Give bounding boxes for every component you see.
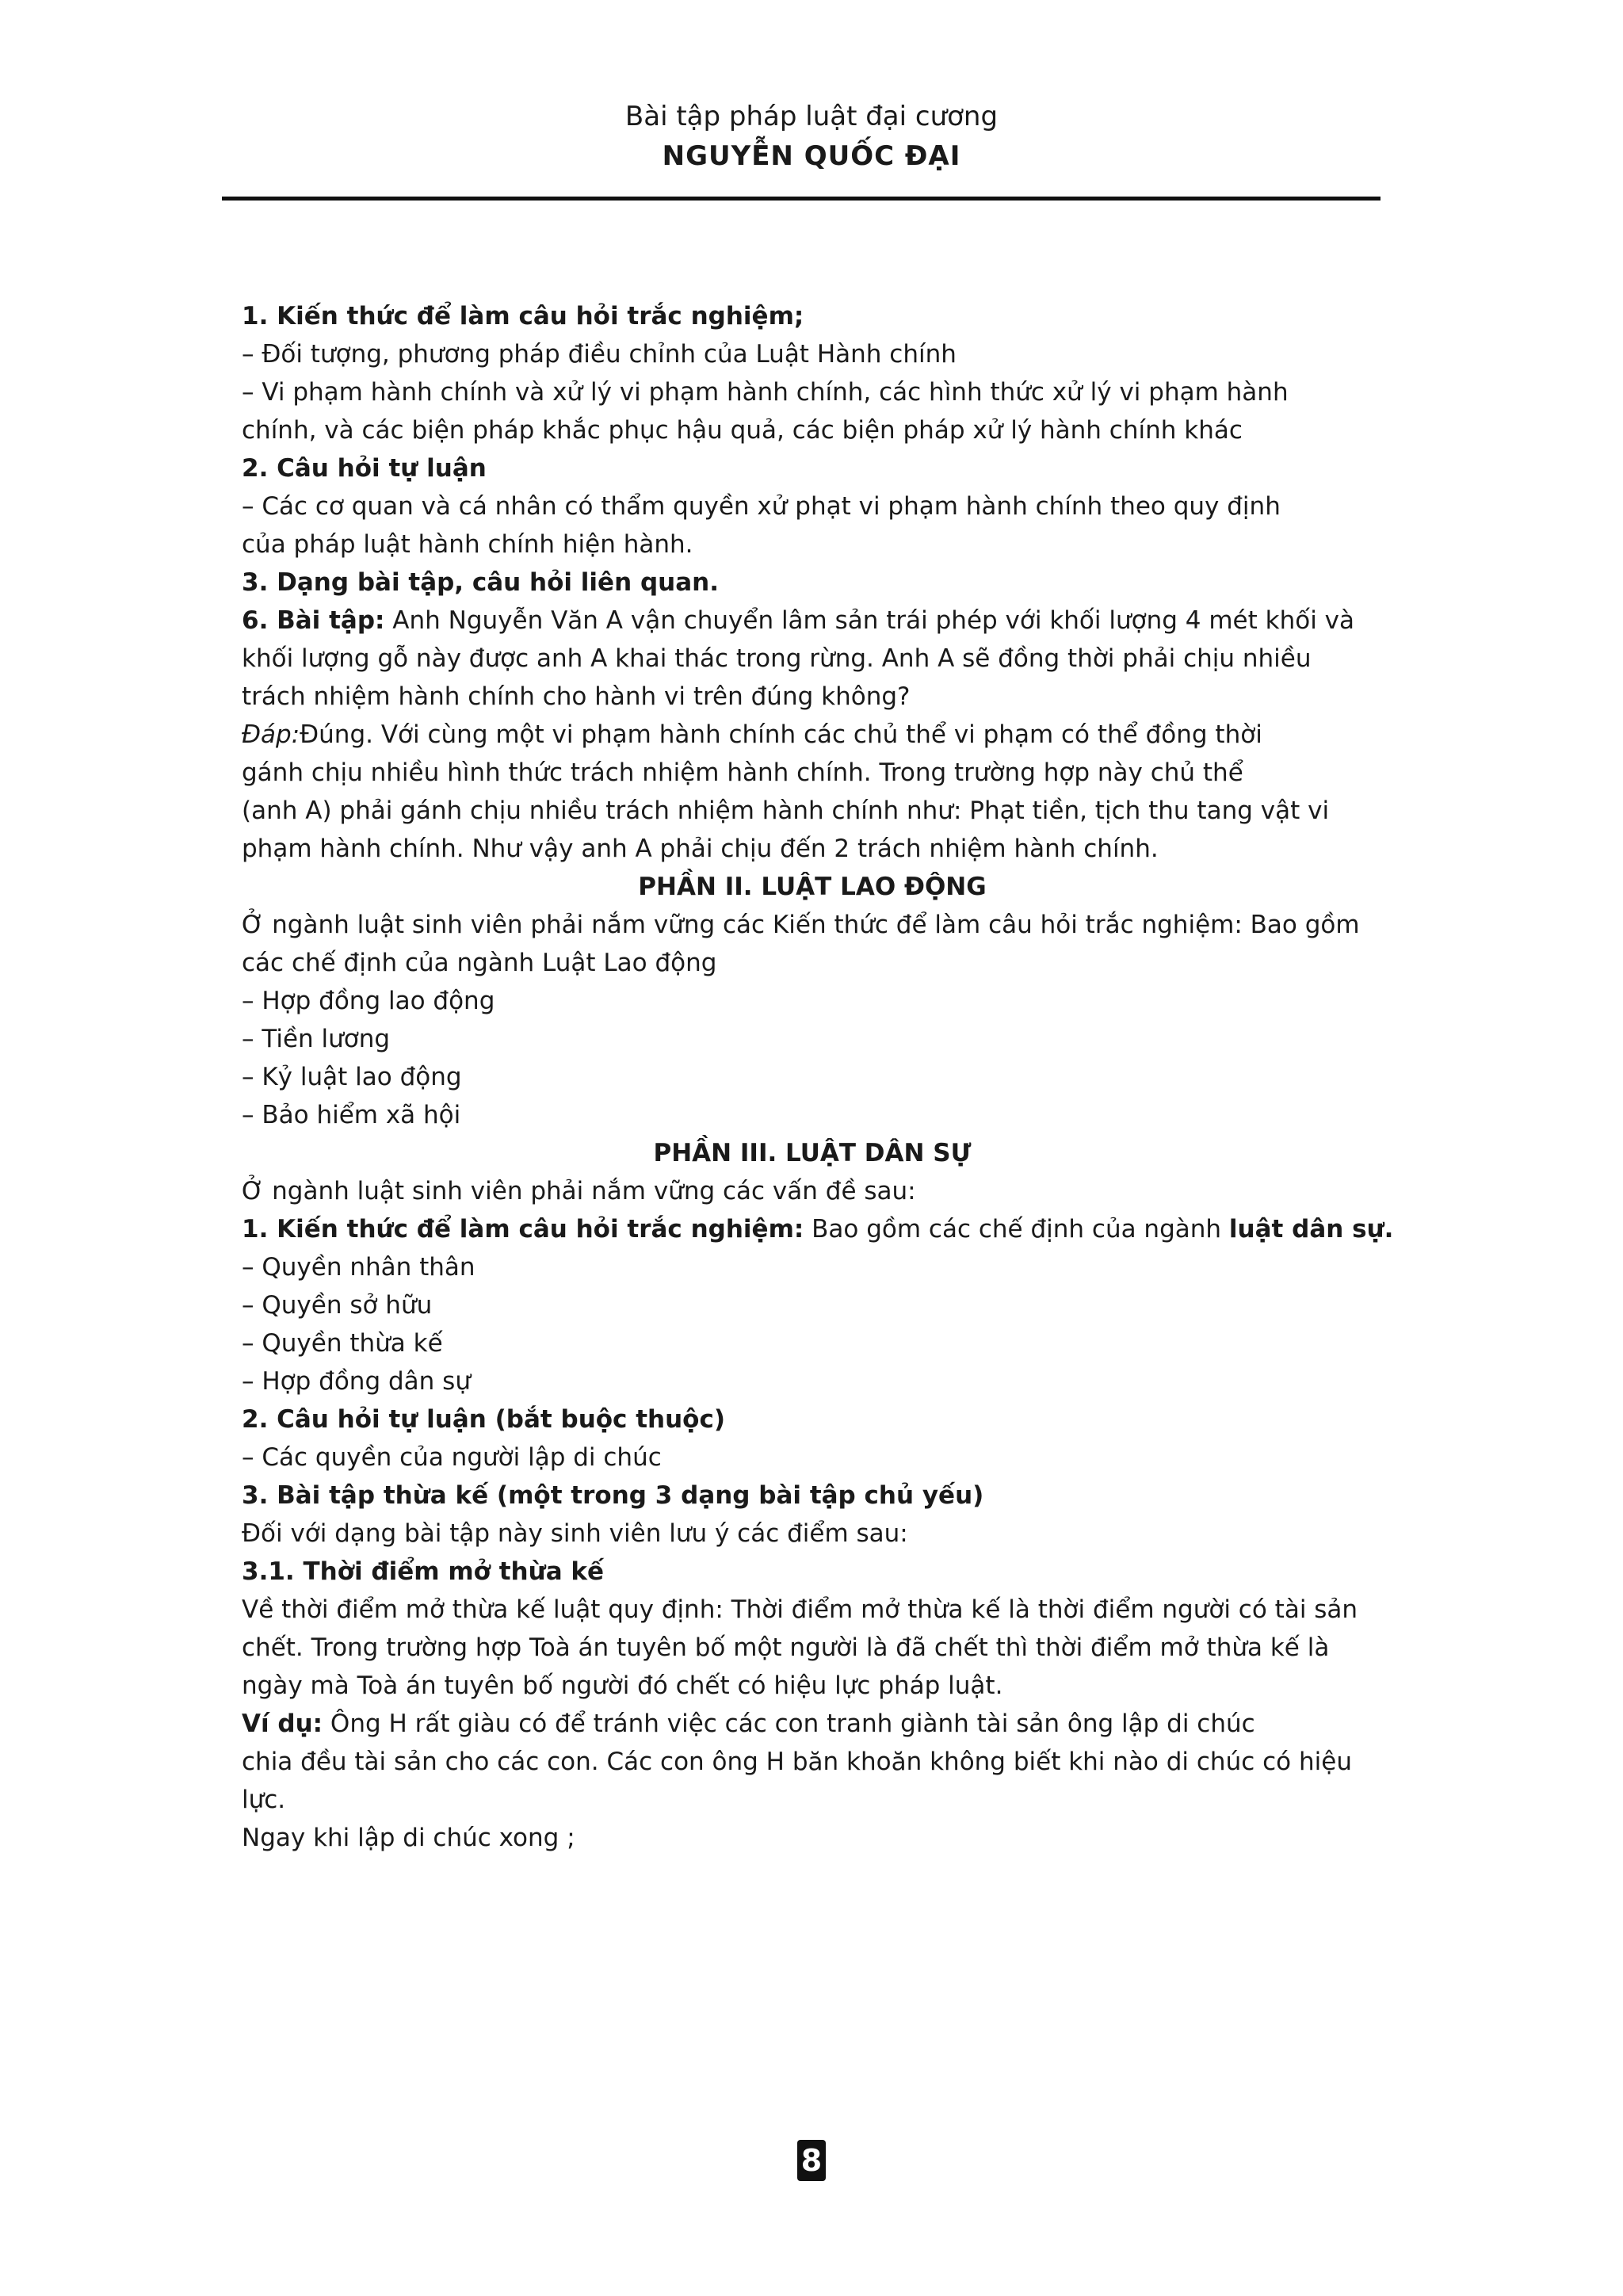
document-body <box>242 297 1394 1857</box>
text-segment: 3.1. Thời điểm mở thừa kế <box>242 1557 605 1586</box>
document-title: Bài tập pháp luật đại cương <box>624 101 999 132</box>
text-line <box>242 754 1383 792</box>
text-line <box>242 1058 1383 1096</box>
text-segment: – Tiền lương <box>242 1025 391 1053</box>
text-line <box>242 1629 1383 1667</box>
text-line <box>242 1553 1383 1591</box>
text-line <box>242 1248 1383 1286</box>
text-line <box>242 487 1383 525</box>
text-segment: Đáp: <box>242 720 300 749</box>
text-segment: – Hợp đồng dân sự <box>242 1367 471 1396</box>
text-segment: – Bảo hiểm xã hội <box>242 1101 461 1129</box>
text-line <box>242 716 1383 754</box>
text-segment: PHẦN III. LUẬT DÂN SỰ <box>653 1139 972 1167</box>
text-segment: – Kỷ luật lao động <box>242 1063 462 1091</box>
text-segment: ngày mà Toà án tuyên bố người đó chết có hiệu lực pháp luật. <box>242 1671 1003 1700</box>
text-segment: – Quyền thừa kế <box>242 1329 443 1358</box>
text-segment: chết. Trong trường hợp Toà án tuyên bố một người là đã chết thì thời điểm mở thừa kế là <box>242 1633 1330 1662</box>
text-segment: Ở ngành luật sinh viên phải nắm vững các vấn đề sau: <box>242 1177 916 1205</box>
text-line <box>242 1286 1383 1324</box>
text-segment: Anh Nguyễn Văn A vận chuyển lâm sản trái phép với khối lượng 4 mét khối và <box>384 606 1354 635</box>
text-line <box>242 1667 1383 1705</box>
text-segment: Về thời điểm mở thừa kế luật quy định: Thời điểm mở thừa kế là thời điểm người có tài sản <box>242 1595 1358 1624</box>
section-heading <box>242 868 1383 906</box>
text-segment: 1. Kiến thức để làm câu hỏi trắc nghiệm; <box>242 302 804 330</box>
text-segment: Đối với dạng bài tập này sinh viên lưu ý các điểm sau: <box>242 1519 908 1548</box>
text-segment: phạm hành chính. Như vậy anh A phải chịu đến 2 trách nhiệm hành chính. <box>242 835 1159 863</box>
text-line <box>242 1210 1394 1248</box>
text-line <box>242 1515 1383 1553</box>
text-line <box>242 1020 1383 1058</box>
text-segment: 6. Bài tập: <box>242 606 385 635</box>
text-line <box>242 373 1383 411</box>
text-segment: – Các cơ quan và cá nhân có thẩm quyền xử phạt vi phạm hành chính theo quy định <box>242 492 1281 521</box>
text-segment: 2. Câu hỏi tự luận <box>242 454 487 483</box>
text-line <box>242 1477 1383 1515</box>
text-segment: Ví dụ: <box>242 1710 323 1738</box>
text-segment: – Quyền sở hữu <box>242 1291 433 1320</box>
text-segment: – Vi phạm hành chính và xử lý vi phạm hành chính, các hình thức xử lý vi phạm hành <box>242 378 1289 407</box>
text-segment: chính, và các biện pháp khắc phục hậu quả, các biện pháp xử lý hành chính khác <box>242 416 1243 445</box>
text-segment: gánh chịu nhiều hình thức trách nhiệm hành chính. Trong trường hợp này chủ thể <box>242 758 1243 787</box>
text-line <box>242 1743 1383 1781</box>
text-line <box>242 792 1383 830</box>
text-segment: trách nhiệm hành chính cho hành vi trên đúng không? <box>242 682 911 711</box>
text-segment: 3. Dạng bài tập, câu hỏi liên quan. <box>242 568 719 597</box>
text-segment: – Các quyền của người lập di chúc <box>242 1443 662 1472</box>
text-segment: 2. Câu hỏi tự luận (bắt buộc thuộc) <box>242 1405 726 1434</box>
author-name: NGUYỄN QUỐC ĐẠI <box>662 140 961 172</box>
text-line <box>242 602 1383 640</box>
text-line <box>242 944 1383 982</box>
page-number: 8 <box>797 2140 826 2181</box>
text-line <box>242 1324 1383 1362</box>
text-line <box>242 1362 1383 1400</box>
text-line <box>242 449 1383 487</box>
text-segment: (anh A) phải gánh chịu nhiều trách nhiệm hành chính như: Phạt tiền, tịch thu tang vật vi <box>242 797 1330 825</box>
page-header <box>0 97 1623 176</box>
text-segment: – Hợp đồng lao động <box>242 987 495 1015</box>
text-segment: PHẦN II. LUẬT LAO ĐỘNG <box>638 873 987 901</box>
text-line <box>242 297 1383 335</box>
text-segment: của pháp luật hành chính hiện hành. <box>242 530 693 559</box>
text-segment: Ngay khi lập di chúc xong ; <box>242 1824 575 1852</box>
text-segment: Ông H rất giàu có để tránh việc các con tranh giành tài sản ông lập di chúc <box>323 1710 1255 1738</box>
text-line <box>242 830 1383 868</box>
text-segment: các chế định của ngành Luật Lao động <box>242 949 717 977</box>
text-line <box>242 1400 1383 1438</box>
text-segment: – Đối tượng, phương pháp điều chỉnh của Luật Hành chính <box>242 340 957 369</box>
text-segment: chia đều tài sản cho các con. Các con ông H băn khoăn không biết khi nào di chúc có hiệu <box>242 1748 1352 1776</box>
text-line <box>242 678 1383 716</box>
text-line <box>242 982 1383 1020</box>
text-line <box>242 1438 1383 1477</box>
text-line <box>242 1096 1383 1134</box>
text-segment: 3. Bài tập thừa kế (một trong 3 dạng bài tập chủ yếu) <box>242 1481 984 1510</box>
text-segment: khối lượng gỗ này được anh A khai thác trong rừng. Anh A sẽ đồng thời phải chịu nhiều <box>242 644 1312 673</box>
text-line <box>242 906 1383 944</box>
text-segment: Bao gồm các chế định của ngành <box>804 1215 1229 1244</box>
text-line <box>242 640 1383 678</box>
section-heading <box>242 1134 1383 1172</box>
text-line <box>242 335 1383 373</box>
text-segment: Ở ngành luật sinh viên phải nắm vững các Kiến thức để làm câu hỏi trắc nghiệm: Bao gồm <box>242 911 1360 939</box>
text-line <box>242 563 1383 602</box>
text-line <box>242 1781 1383 1819</box>
text-line <box>242 1819 1383 1857</box>
text-line <box>242 1172 1383 1210</box>
text-segment: lực. <box>242 1786 286 1814</box>
text-segment: – Quyền nhân thân <box>242 1253 475 1282</box>
text-line <box>242 525 1383 563</box>
text-line <box>242 1705 1383 1743</box>
header-divider <box>222 197 1381 201</box>
text-segment: luật dân sự. <box>1228 1215 1394 1244</box>
text-segment: 1. Kiến thức để làm câu hỏi trắc nghiệm: <box>242 1215 804 1244</box>
text-segment: Đúng. Với cùng một vi phạm hành chính các chủ thể vi phạm có thể đồng thời <box>300 720 1262 749</box>
text-line <box>242 411 1383 449</box>
text-line <box>242 1591 1383 1629</box>
